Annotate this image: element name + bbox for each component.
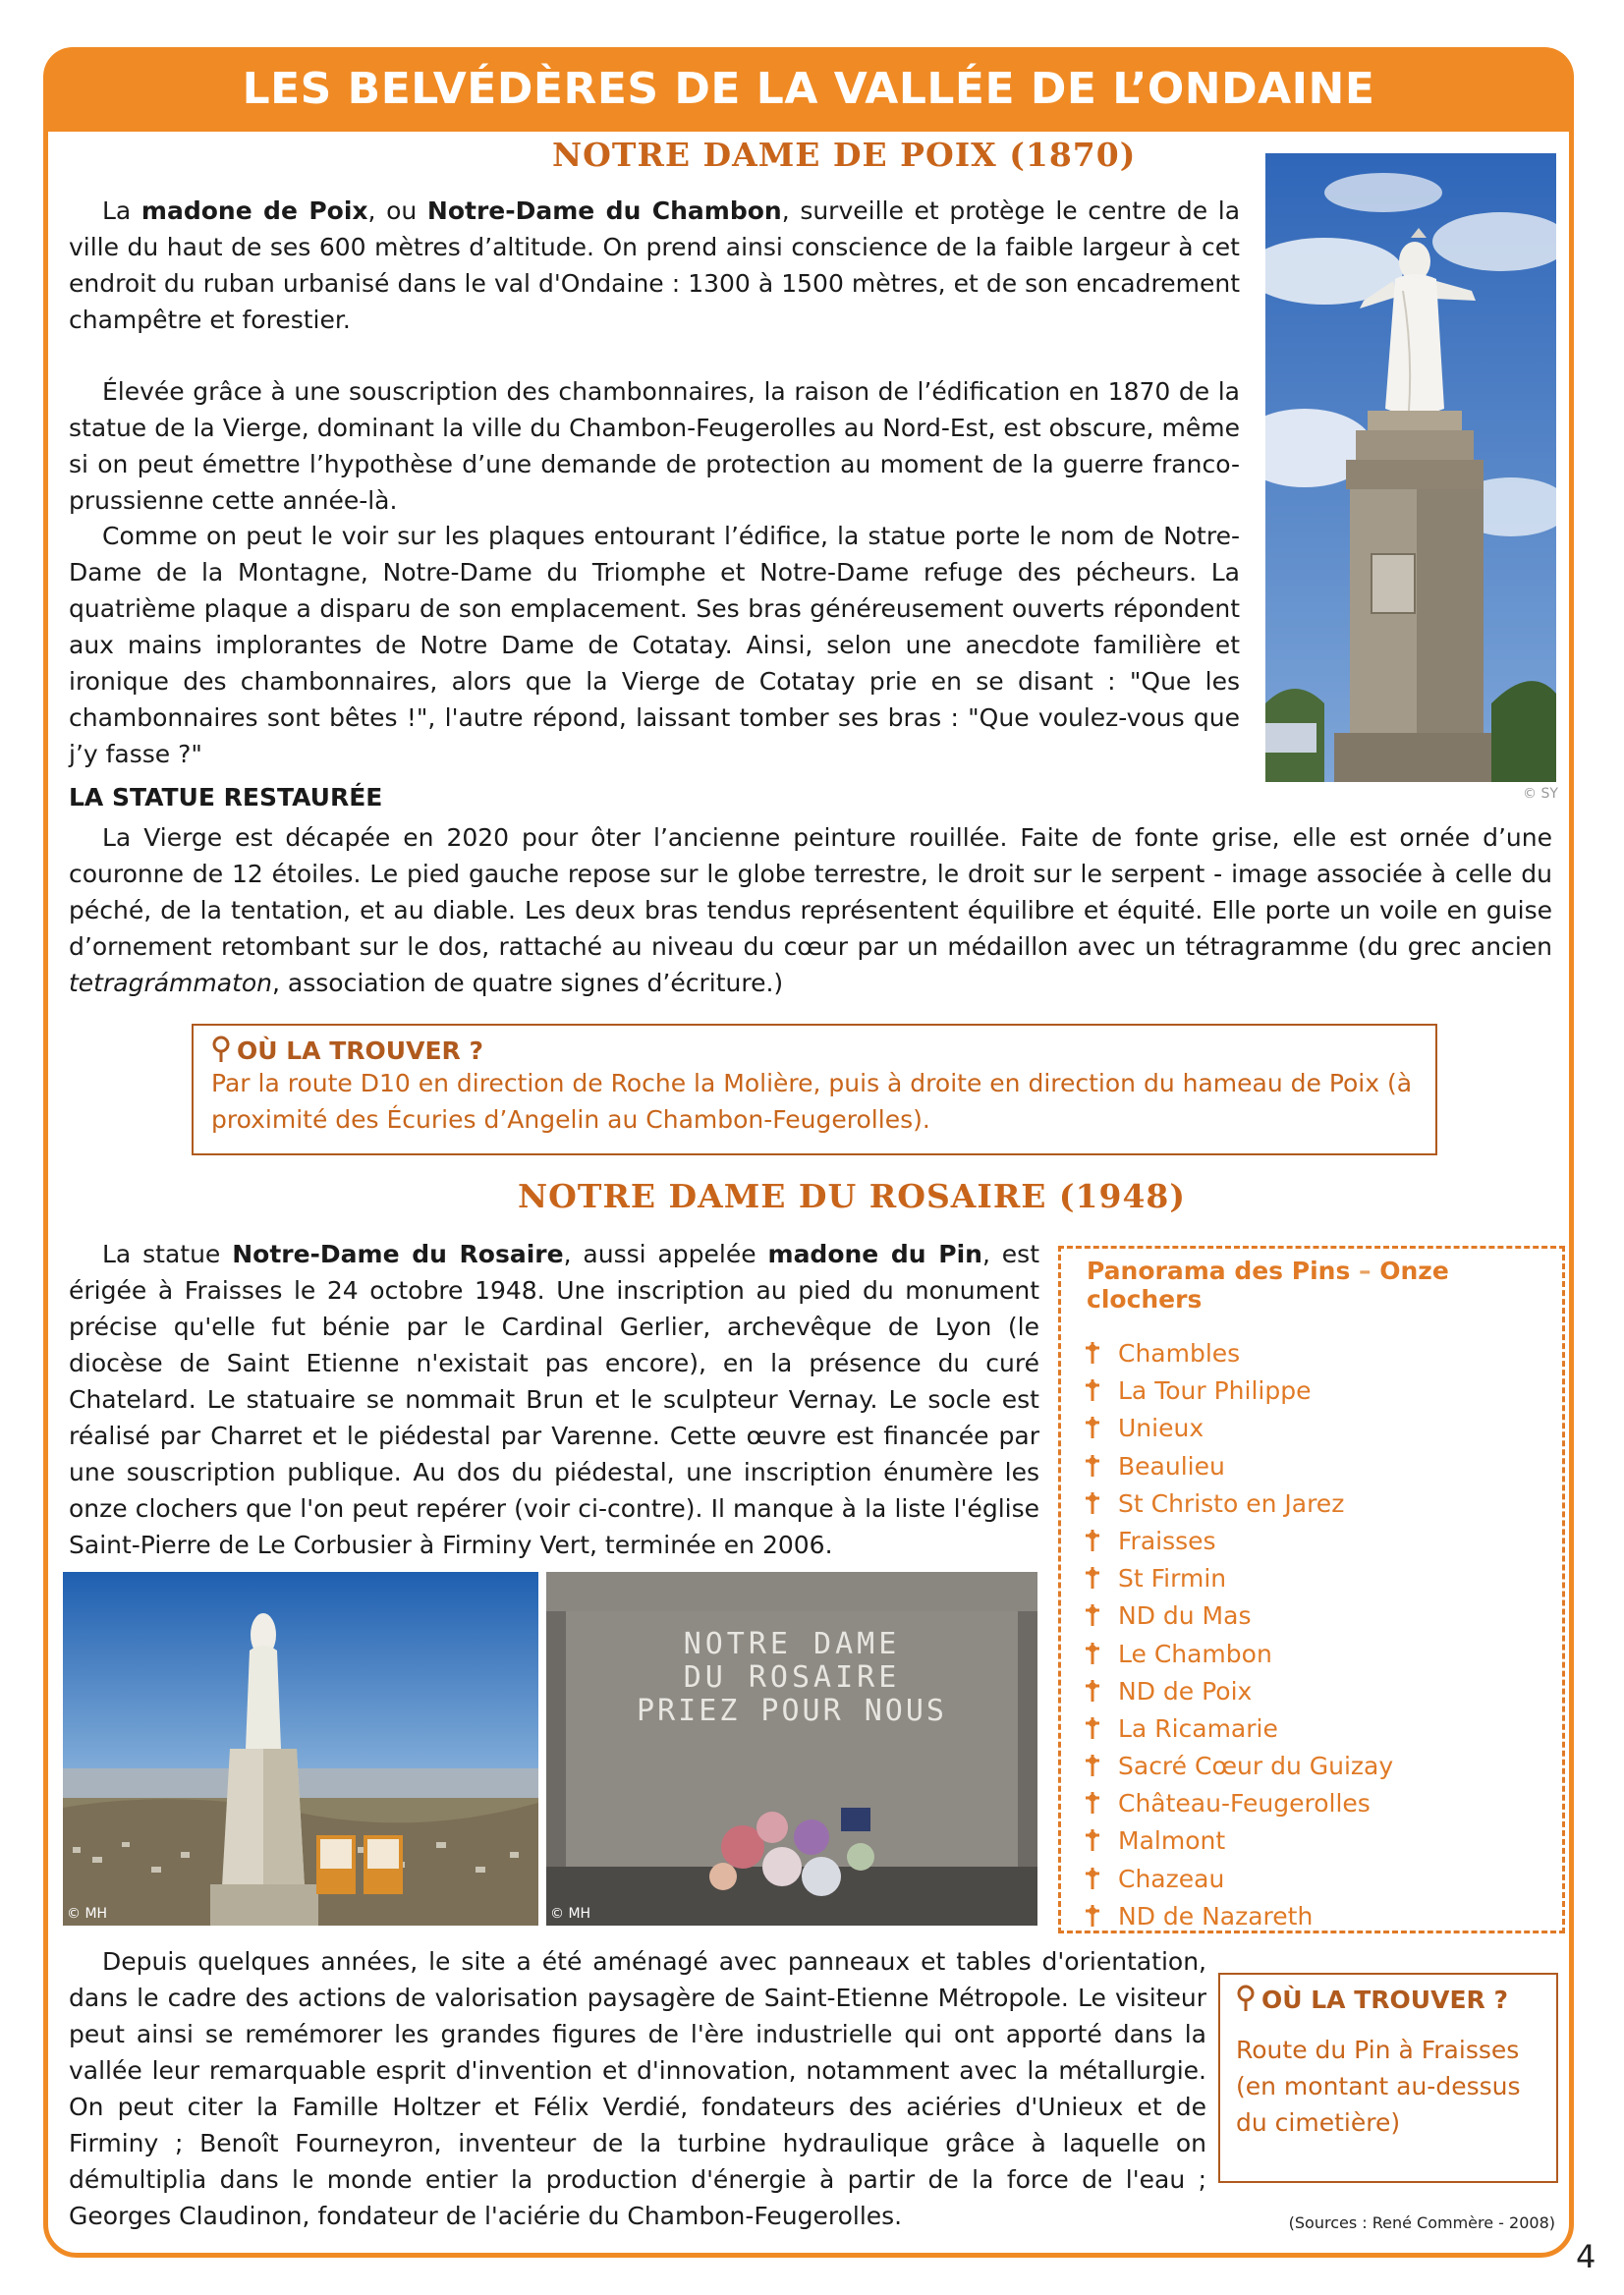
- restored-statue-heading: LA STATUE RESTAURÉE: [69, 783, 383, 812]
- sources-note: (Sources : René Commère - 2008): [1288, 2213, 1555, 2232]
- steeple-item: ND de Nazareth: [1083, 1898, 1562, 1935]
- location-text: Par la route D10 en direction de Roche la Molière, puis à droite en direction du hameau de Poix (à proximité des Écuries d’Angelin au Chambon-Feugerolles).: [211, 1069, 1413, 1134]
- steeple-item: La Ricamarie: [1083, 1710, 1562, 1748]
- page-number: 4: [1576, 2238, 1596, 2275]
- steeple-item: Fraisses: [1083, 1523, 1562, 1560]
- cross-icon: [1083, 1529, 1102, 1552]
- map-pin-icon: [211, 1036, 231, 1063]
- cross-icon: [1083, 1491, 1102, 1515]
- engraving-line-2: DU ROSAIRE: [683, 1660, 901, 1695]
- location-title: OÙ LA TROUVER ?: [1261, 1986, 1508, 2014]
- page-title: LES BELVÉDÈRES DE LA VALLÉE DE L’ONDAINE: [43, 47, 1574, 132]
- rosaire-paragraph: La statue Notre-Dame du Rosaire, aussi appelée madone du Pin, est érigée à Fraisses le 24 octobre 1948. Une inscription au pied du monument précise qu'elle fut bénie par le Cardinal Gerlier, archevêque de Lyon (le diocèse de Saint Etienne n'existait pas encore), en la présence du curé Chatelard. Le statuaire se nommait Brun et le sculpteur Vernay. Le socle est réalisé par Charret et le piédestal par Varenne. Cette œuvre est financée par une souscription publique. Au dos du piédestal, une inscription énumère les onze clochers que l'on peut repérer (voir ci-contre). Il manque à la liste l'église Saint-Pierre de Le Corbusier à Firminy Vert, terminée en 2006.: [69, 1240, 1039, 1559]
- engraving-line-1: NOTRE DAME: [683, 1627, 901, 1661]
- engraving-line-3: PRIEZ POUR NOUS: [637, 1694, 947, 1728]
- site-development-paragraph: Depuis quelques années, le site a été aménagé avec panneaux et tables d'orientation, dans le cadre des actions de valorisation paysagère de Saint-Etienne Métropole. Le visiteur peut ainsi se remémorer les grandes figures de l'ère industrielle qui ont apporté dans la vallée leur remarquable esprit d'invention et d'innovation, notamment avec la métallurgie. On peut citer la Famille Holtzer et Félix Verdié, fondateurs des aciéries d'Unieux et de Firminy ; Benoît Fourneyron, inventeur de la turbine hydraulique grâce à laquelle on démultiplia dans le monde entier la production d'énergie à partir de la force de l'eau ; Georges Claudinon, fondateur de l'aciérie du Chambon-Feugerolles.: [69, 1947, 1206, 2230]
- inscription-image: [546, 1572, 1037, 1926]
- photo-credit-mh-1: © MH: [67, 1906, 108, 1922]
- cross-icon: [1083, 1603, 1102, 1627]
- plaques-paragraph: Comme on peut le voir sur les plaques entourant l’édifice, la statue porte le nom de Notre-Dame de la Montagne, Notre-Dame du Triomphe et Notre-Dame refuge des pécheurs. La quatrième plaque a disparu de son emplacement. Ses bras généreusement ouverts répondent aux mains implorantes de Notre Dame de Cotatay. Ainsi, selon une anecdote familière et ironique des chambonnaires, alors que la Vierge de Cotatay prie en se disant : "Que les chambonnaires sont bêtes !", l'autre répond, laissant tomber ses bras : "Que voulez-vous que j’y fasse ?": [69, 522, 1240, 768]
- rosaire-statue-image: [63, 1572, 538, 1926]
- steeple-item: ND du Mas: [1083, 1597, 1562, 1635]
- steeple-item: ND de Poix: [1083, 1673, 1562, 1710]
- cross-icon: [1083, 1341, 1102, 1365]
- steeple-item: Unieux: [1083, 1410, 1562, 1447]
- section-title-poix: NOTRE DAME DE POIX (1870): [552, 136, 1137, 174]
- cross-icon: [1083, 1566, 1102, 1590]
- cross-icon: [1083, 1454, 1102, 1478]
- location-title: OÙ LA TROUVER ?: [237, 1036, 483, 1065]
- cross-icon: [1083, 1679, 1102, 1703]
- history-paragraph: Élevée grâce à une souscription des chambonnaires, la raison de l’édification en 1870 de la statue de la Vierge, dominant la ville du Chambon-Feugerolles au Nord-Est, est obscure, même si on peut émettre l’hypothèse d’une demande de protection au moment de la guerre franco-prussienne cette année-là.: [69, 377, 1240, 515]
- steeple-list: [1083, 1335, 1562, 1935]
- cross-icon: [1083, 1378, 1102, 1402]
- steeple-item: Le Chambon: [1083, 1636, 1562, 1673]
- steeple-item: La Tour Philippe: [1083, 1372, 1562, 1410]
- section-title-rosaire: NOTRE DAME DU ROSAIRE (1948): [518, 1177, 1186, 1215]
- cross-icon: [1083, 1867, 1102, 1890]
- location-box-poix: [192, 1024, 1437, 1155]
- statue-poix-photo: [1265, 153, 1556, 782]
- steeple-item: Château-Feugerolles: [1083, 1785, 1562, 1822]
- location-box-rosaire: [1218, 1973, 1558, 2183]
- map-pin-icon: [1236, 1985, 1256, 2012]
- cross-icon: [1083, 1828, 1102, 1852]
- photo-credit-mh-2: © MH: [550, 1906, 591, 1922]
- steeple-item: Chambles: [1083, 1335, 1562, 1372]
- panorama-title: Panorama des Pins – Onze clochers: [1087, 1257, 1449, 1314]
- statue-poix-image: [1265, 153, 1556, 782]
- rosaire-statue-photo: [63, 1572, 538, 1926]
- inscription-photo: [546, 1572, 1037, 1926]
- steeple-item: Beaulieu: [1083, 1448, 1562, 1485]
- cross-icon: [1083, 1416, 1102, 1439]
- cross-icon: [1083, 1716, 1102, 1740]
- steeple-item: St Christo en Jarez: [1083, 1485, 1562, 1523]
- restoration-paragraph: La Vierge est décapée en 2020 pour ôter l’ancienne peinture rouillée. Faite de fonte grise, elle est ornée d’une couronne de 12 étoiles. Le pied gauche repose sur le globe terrestre, le droit sur le serpent - image associée à celle du péché, de la tentation, et au diable. Les deux bras tendus représentent équilibre et équité. Elle porte un voile en guise d’ornement retombant sur le dos, rattaché au niveau du cœur par un médaillon avec un tétragramme (du grec ancien tetragrámmaton, association de quatre signes d’écriture.): [69, 823, 1552, 997]
- steeple-item: St Firmin: [1083, 1560, 1562, 1597]
- steeple-item: Sacré Cœur du Guizay: [1083, 1748, 1562, 1785]
- photo-credit-sy: © SY: [1523, 786, 1558, 802]
- cross-icon: [1083, 1904, 1102, 1928]
- steeple-item: Chazeau: [1083, 1861, 1562, 1898]
- steeple-item: Malmont: [1083, 1822, 1562, 1860]
- cross-icon: [1083, 1642, 1102, 1665]
- cross-icon: [1083, 1791, 1102, 1815]
- cross-icon: [1083, 1754, 1102, 1777]
- intro-paragraph: La madone de Poix, ou Notre-Dame du Chambon, surveille et protège le centre de la ville du haut de ses 600 mètres d’altitude. On prend ainsi conscience de la faible largeur à cet endroit du ruban urbanisé dans le val d'Ondaine : 1300 à 1500 mètres, et de son encadrement champêtre et forestier.: [69, 196, 1241, 334]
- location-text: Route du Pin à Fraisses (en montant au-dessus du cimetière): [1236, 2036, 1521, 2137]
- panorama-box: [1058, 1246, 1565, 1933]
